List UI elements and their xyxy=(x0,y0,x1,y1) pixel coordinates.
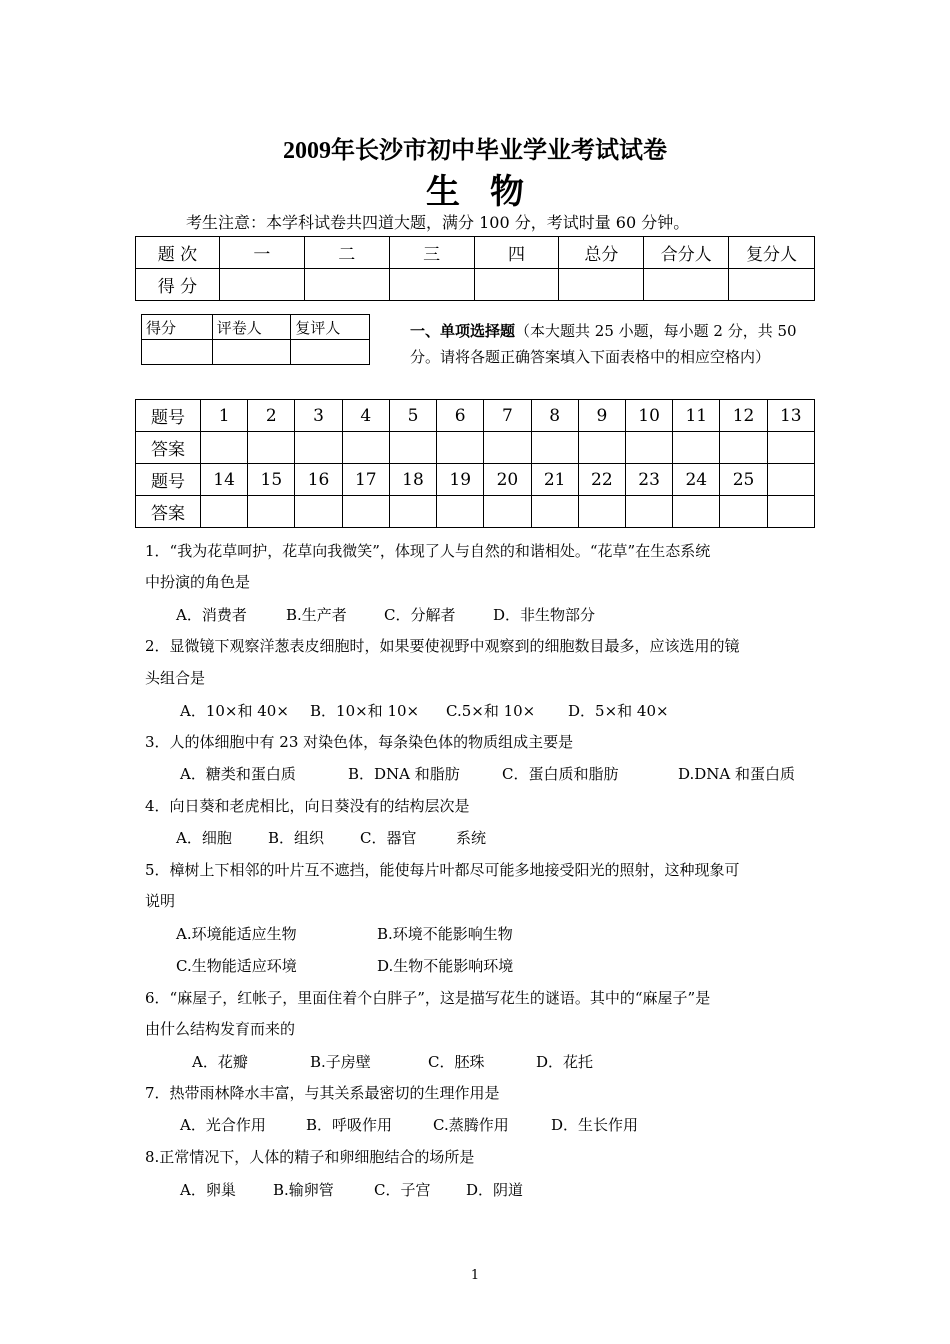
answer-label: 答案 xyxy=(136,496,201,528)
grader-blank-cell[interactable] xyxy=(212,340,291,365)
q1-option-d: D．非生物部分 xyxy=(493,606,596,624)
answer-blank-cell[interactable] xyxy=(342,496,389,528)
answer-num-row xyxy=(136,464,815,496)
answer-num: 2 xyxy=(248,400,295,432)
q6-option-d: D．花托 xyxy=(536,1053,594,1071)
answer-num: 4 xyxy=(342,400,389,432)
answer-label: 答案 xyxy=(136,432,201,464)
q4-option-a: A．细胞 xyxy=(176,829,232,847)
exam-title: 2009年长沙市初中毕业学业考试试卷 xyxy=(283,138,667,164)
question-2-line-1: 2．显微镜下观察洋葱表皮细胞时，如果要使视野中观察到的细胞数目最多，应该选用的镜 xyxy=(145,637,740,655)
answer-blank-cell[interactable] xyxy=(437,432,484,464)
q2-option-b: B．10×和 10× xyxy=(310,702,420,720)
answer-num: 7 xyxy=(484,400,531,432)
score-blank-cell[interactable] xyxy=(644,269,729,301)
section-1-desc-1: （本大题共 25 小题，每小题 2 分，共 50 xyxy=(515,322,797,340)
section-1-heading xyxy=(410,318,830,370)
q4-option-d: 系统 xyxy=(456,829,487,847)
answer-blank-cell[interactable] xyxy=(248,496,295,528)
q8-option-a: A．卵巢 xyxy=(180,1181,236,1199)
score-cell: 复分人 xyxy=(729,237,815,269)
question-6-line-2: 由什么结构发育而来的 xyxy=(145,1020,296,1038)
exam-notice: 考生注意：本学科试卷共四道大题，满分 100 分，考试时量 60 分钟。 xyxy=(186,213,690,232)
answer-num: 8 xyxy=(531,400,578,432)
answer-num: 1 xyxy=(201,400,248,432)
answer-num: 3 xyxy=(295,400,342,432)
answer-blank-cell[interactable] xyxy=(248,432,295,464)
answer-num: 5 xyxy=(389,400,436,432)
grader-header: 复评人 xyxy=(291,315,370,340)
q5-option-b: B.环境不能影响生物 xyxy=(377,925,513,943)
q1-option-a: A．消费者 xyxy=(176,606,247,624)
answer-num: 6 xyxy=(437,400,484,432)
answer-blank-cell[interactable] xyxy=(578,496,625,528)
answer-num: 22 xyxy=(578,464,625,496)
q4-option-c: C．器官 xyxy=(360,829,417,847)
score-cell: 三 xyxy=(389,237,474,269)
question-4-line-1: 4．向日葵和老虎相比，向日葵没有的结构层次是 xyxy=(145,797,470,815)
answer-blank-cell[interactable] xyxy=(767,496,814,528)
answer-blank-row xyxy=(136,432,815,464)
answer-blank-cell[interactable] xyxy=(389,496,436,528)
answer-num: 11 xyxy=(673,400,720,432)
q7-option-d: D．生长作用 xyxy=(551,1116,639,1134)
q6-option-b: B.子房壁 xyxy=(310,1053,371,1071)
q7-option-c: C.蒸腾作用 xyxy=(433,1116,509,1134)
answer-blank-cell[interactable] xyxy=(673,432,720,464)
grader-header: 得分 xyxy=(142,315,213,340)
answer-num: 13 xyxy=(767,400,814,432)
answer-num-row xyxy=(136,400,815,432)
score-blank-cell[interactable] xyxy=(474,269,559,301)
question-2-line-2: 头组合是 xyxy=(145,669,206,687)
question-8-line-1: 8.正常情况下，人体的精子和卵细胞结合的场所是 xyxy=(145,1148,475,1166)
score-cell: 四 xyxy=(474,237,559,269)
answer-num: 23 xyxy=(625,464,672,496)
answer-num-label: 题号 xyxy=(136,464,201,496)
answer-blank-cell[interactable] xyxy=(201,432,248,464)
score-blank-cell[interactable] xyxy=(219,269,304,301)
score-blank-cell[interactable] xyxy=(559,269,644,301)
q8-option-b: B.输卵管 xyxy=(273,1181,334,1199)
q1-option-b: B.生产者 xyxy=(286,606,347,624)
question-1-line-1: 1．“我为花草呵护，花草向我微笑”，体现了人与自然的和谐相处。“花草”在生态系统 xyxy=(145,542,711,560)
answer-blank-cell[interactable] xyxy=(767,432,814,464)
answer-blank-cell[interactable] xyxy=(720,432,767,464)
score-cell: 题 次 xyxy=(136,237,220,269)
question-5-line-2: 说明 xyxy=(145,892,176,910)
q6-option-a: A．花瓣 xyxy=(192,1053,248,1071)
answer-blank-cell[interactable] xyxy=(484,432,531,464)
q6-option-c: C．胚珠 xyxy=(428,1053,485,1071)
answer-blank-cell[interactable] xyxy=(295,432,342,464)
answer-blank-cell[interactable] xyxy=(389,432,436,464)
answer-num xyxy=(767,464,814,496)
page-number: 1 xyxy=(470,1268,480,1283)
grader-blank-cell[interactable] xyxy=(142,340,213,365)
q8-option-c: C．子宫 xyxy=(374,1181,431,1199)
answer-num: 9 xyxy=(578,400,625,432)
answer-num: 10 xyxy=(625,400,672,432)
q2-option-c: C.5×和 10× xyxy=(446,702,536,720)
question-6-line-1: 6．“麻屋子，红帐子，里面住着个白胖子”，这是描写花生的谜语。其中的“麻屋子”是 xyxy=(145,989,711,1007)
answer-num: 16 xyxy=(295,464,342,496)
q3-option-c: C．蛋白质和脂肪 xyxy=(502,765,619,783)
section-1-desc-2: 分。请将各题正确答案填入下面表格中的相应空格内） xyxy=(410,348,771,366)
answer-blank-cell[interactable] xyxy=(201,496,248,528)
q5-option-a: A.环境能适应生物 xyxy=(176,925,297,943)
answer-num: 18 xyxy=(389,464,436,496)
grader-header: 评卷人 xyxy=(212,315,291,340)
answer-blank-cell[interactable] xyxy=(720,496,767,528)
q3-option-b: B．DNA 和脂肪 xyxy=(348,765,460,783)
score-cell: 一 xyxy=(219,237,304,269)
q3-option-d: D.DNA 和蛋白质 xyxy=(678,765,796,783)
answer-blank-row xyxy=(136,496,815,528)
q7-option-a: A．光合作用 xyxy=(180,1116,266,1134)
answer-blank-cell[interactable] xyxy=(625,432,672,464)
answer-blank-cell[interactable] xyxy=(531,432,578,464)
score-table-header-row xyxy=(136,237,815,269)
answer-num: 12 xyxy=(720,400,767,432)
score-table xyxy=(135,236,815,301)
score-blank-cell[interactable] xyxy=(389,269,474,301)
answer-num-label: 题号 xyxy=(136,400,201,432)
q1-option-c: C．分解者 xyxy=(384,606,456,624)
q5-option-c: C.生物能适应环境 xyxy=(176,957,297,975)
answer-num: 19 xyxy=(437,464,484,496)
q2-option-d: D．5×和 40× xyxy=(568,702,669,720)
score-label-cell: 得 分 xyxy=(136,269,220,301)
answer-blank-cell[interactable] xyxy=(295,496,342,528)
q8-option-d: D．阴道 xyxy=(466,1181,524,1199)
grader-blank-cell[interactable] xyxy=(291,340,370,365)
answer-blank-cell[interactable] xyxy=(673,496,720,528)
answer-blank-cell[interactable] xyxy=(625,496,672,528)
answer-num: 15 xyxy=(248,464,295,496)
answer-blank-cell[interactable] xyxy=(484,496,531,528)
score-cell: 总分 xyxy=(559,237,644,269)
answer-num: 21 xyxy=(531,464,578,496)
question-7-line-1: 7．热带雨林降水丰富，与其关系最密切的生理作用是 xyxy=(145,1084,500,1102)
question-3-line-1: 3．人的体细胞中有 23 对染色体，每条染色体的物质组成主要是 xyxy=(145,733,574,751)
answer-blank-cell[interactable] xyxy=(578,432,625,464)
answer-num: 14 xyxy=(201,464,248,496)
question-5-line-1: 5．樟树上下相邻的叶片互不遮挡，能使每片叶都尽可能多地接受阳光的照射，这种现象可 xyxy=(145,861,740,879)
score-blank-cell[interactable] xyxy=(729,269,815,301)
answer-blank-cell[interactable] xyxy=(437,496,484,528)
answer-num: 20 xyxy=(484,464,531,496)
answer-num: 24 xyxy=(673,464,720,496)
q7-option-b: B．呼吸作用 xyxy=(306,1116,393,1134)
score-blank-cell[interactable] xyxy=(304,269,389,301)
question-1-line-2: 中扮演的角色是 xyxy=(145,573,251,591)
grader-table xyxy=(141,314,370,365)
q3-option-a: A．糖类和蛋白质 xyxy=(180,765,296,783)
q2-option-a: A．10×和 40× xyxy=(180,702,289,720)
answer-num: 25 xyxy=(720,464,767,496)
section-1-title: 一、单项选择题 xyxy=(410,322,516,340)
q4-option-b: B．组织 xyxy=(268,829,325,847)
q5-option-d: D.生物不能影响环境 xyxy=(377,957,514,975)
answer-blank-cell[interactable] xyxy=(531,496,578,528)
score-cell: 合分人 xyxy=(644,237,729,269)
subject-title: 生物 xyxy=(426,172,554,212)
answer-num: 17 xyxy=(342,464,389,496)
score-cell: 二 xyxy=(304,237,389,269)
answer-table xyxy=(135,399,815,528)
score-table-score-row xyxy=(136,269,815,301)
answer-blank-cell[interactable] xyxy=(342,432,389,464)
